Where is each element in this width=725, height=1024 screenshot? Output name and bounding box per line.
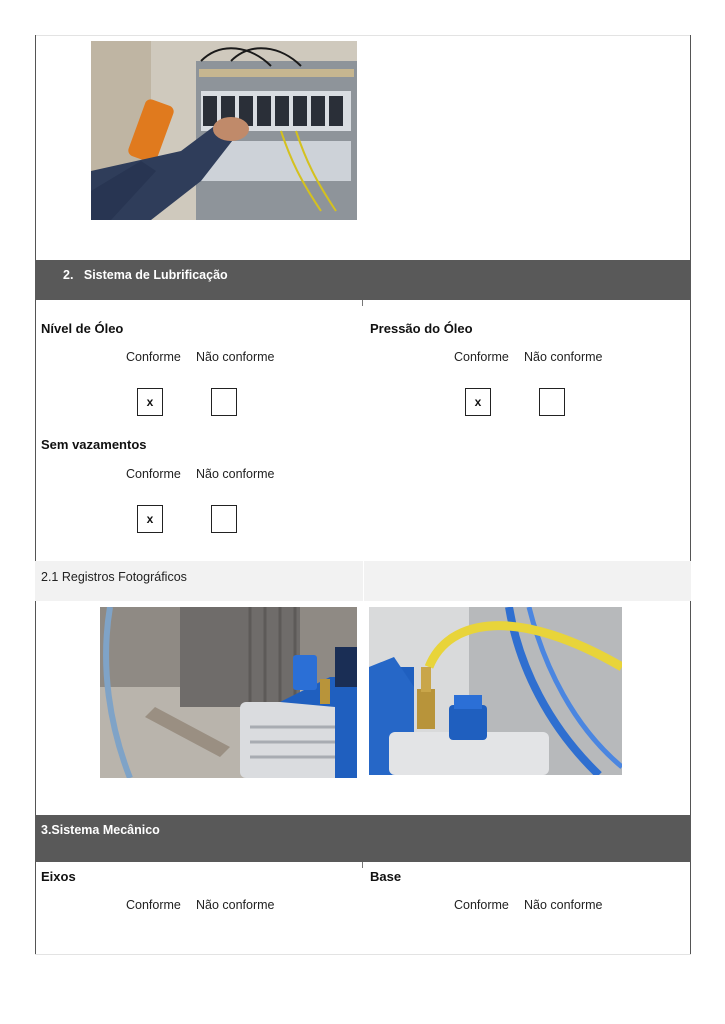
- question-title-pressao-oleo: Pressão do Óleo: [370, 321, 473, 336]
- option-nao-conforme-label: Não conforme: [196, 898, 275, 912]
- column-divider: [363, 561, 364, 601]
- sem-vazamentos-conforme-checkbox[interactable]: x: [137, 505, 163, 533]
- section-3-title: 3.Sistema Mecânico: [41, 823, 160, 837]
- option-nao-conforme-label: Não conforme: [524, 898, 603, 912]
- section-3-header: [35, 815, 691, 862]
- option-nao-conforme-label: Não conforme: [196, 350, 275, 364]
- left-border: [35, 862, 36, 954]
- left-border: [35, 35, 36, 260]
- right-border: [690, 601, 691, 815]
- option-conforme-label: Conforme: [454, 350, 509, 364]
- sem-vazamentos-nao-conforme-checkbox[interactable]: [211, 505, 237, 533]
- photo-records-header: [35, 561, 691, 601]
- left-border: [35, 300, 36, 561]
- vacuum-pump-hose-photo: [369, 607, 622, 775]
- vacuum-pump-photo: [100, 607, 357, 778]
- option-nao-conforme-label: Não conforme: [196, 467, 275, 481]
- nivel-oleo-nao-conforme-checkbox[interactable]: [211, 388, 237, 416]
- nivel-oleo-conforme-checkbox[interactable]: x: [137, 388, 163, 416]
- section-2-header: [35, 260, 691, 300]
- option-conforme-label: Conforme: [126, 350, 181, 364]
- photo-records-title: 2.1 Registros Fotográficos: [41, 570, 187, 584]
- column-tick: [362, 862, 363, 868]
- question-title-nivel-oleo: Nível de Óleo: [41, 321, 124, 336]
- pressao-oleo-conforme-checkbox[interactable]: x: [465, 388, 491, 416]
- electrical-panel-photo: [91, 41, 357, 220]
- option-conforme-label: Conforme: [454, 898, 509, 912]
- option-conforme-label: Conforme: [126, 467, 181, 481]
- pressao-oleo-nao-conforme-checkbox[interactable]: [539, 388, 565, 416]
- table-bottom-border: [35, 954, 691, 955]
- section-2-title: Sistema de Lubrificação: [83, 268, 228, 282]
- column-tick: [362, 300, 363, 306]
- question-title-sem-vazamentos: Sem vazamentos: [41, 437, 147, 452]
- left-border: [35, 601, 36, 815]
- question-title-eixos: Eixos: [41, 869, 76, 884]
- option-conforme-label: Conforme: [126, 898, 181, 912]
- option-nao-conforme-label: Não conforme: [524, 350, 603, 364]
- right-border: [690, 862, 691, 954]
- right-border: [690, 35, 691, 260]
- section-2-number: 2.: [63, 268, 74, 282]
- table-top-border: [35, 35, 691, 36]
- question-title-base: Base: [370, 869, 402, 884]
- right-border: [690, 300, 691, 561]
